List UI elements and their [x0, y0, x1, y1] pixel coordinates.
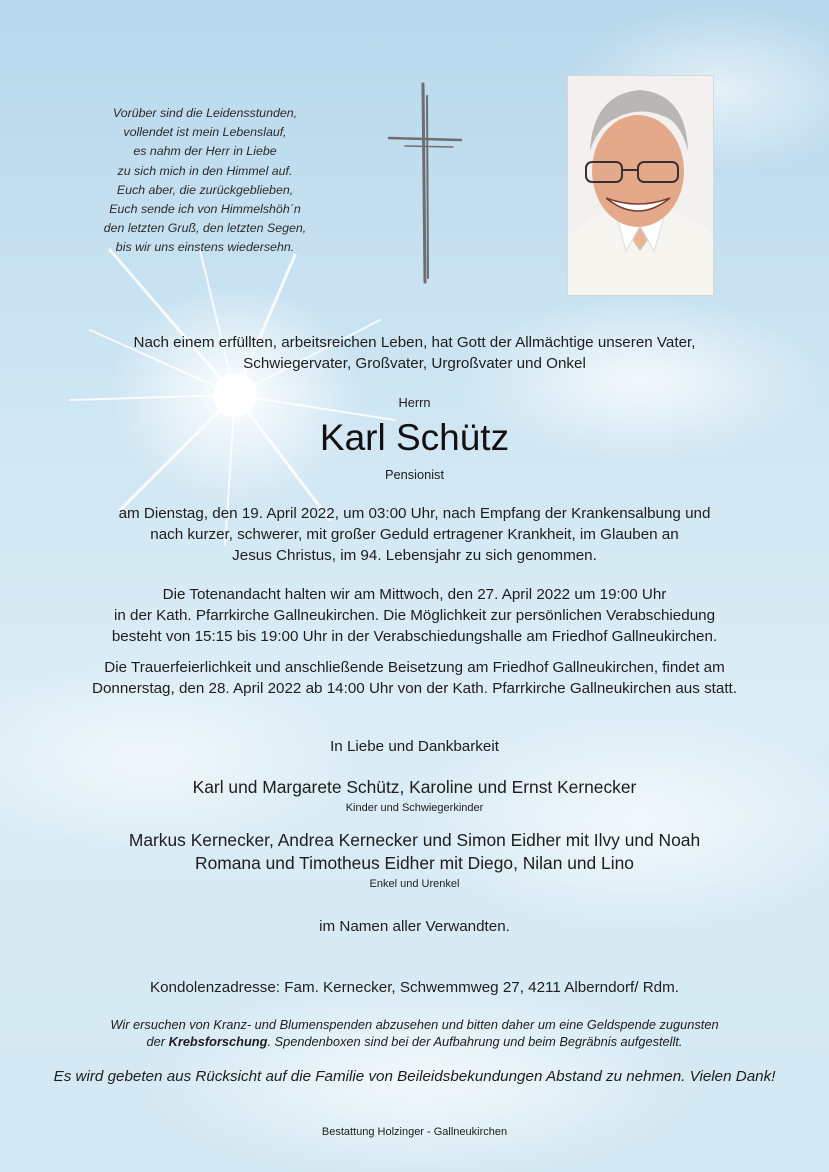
vigil-notice — [0, 584, 829, 647]
poem-line: es nahm der Herr in Liebe — [133, 144, 277, 159]
vigil-line: Die Totenandacht halten wir am Mittwoch, den 27. April 2022 um 19:00 Uhr — [162, 586, 667, 603]
donation-suffix: . Spendenboxen sind bei der Aufbahrung und beim Begräbnis aufgestellt. — [267, 1034, 683, 1049]
relatives-text: im Namen aller Verwandten. — [319, 918, 510, 935]
poem-line: vollendet ist mein Lebenslauf, — [123, 125, 287, 140]
portrait-image — [568, 76, 713, 295]
death-notice-line: Jesus Christus, im 94. Lebensjahr zu sich genommen. — [232, 547, 597, 564]
memorial-poem — [70, 104, 340, 258]
funeral-line: Donnerstag, den 28. April 2022 ab 14:00 Uhr von der Kath. Pfarrkirche Gallneukirchen aus statt. — [91, 680, 737, 697]
grandchildren-line: Romana und Timotheus Eidher mit Diego, Nilan und Lino — [195, 853, 634, 873]
vigil-line: besteht von 15:15 bis 19:00 Uhr in der Verabschiedungshalle am Friedhof Gallneukirchen. — [111, 628, 718, 645]
portrait-photo — [567, 75, 714, 296]
donation-prefix: der — [146, 1034, 169, 1049]
funeral-notice — [0, 657, 829, 699]
deceased-name: Karl Schütz — [319, 417, 510, 458]
poem-line: Vorüber sind die Leidensstunden, — [112, 106, 298, 120]
grandchildren-line: Markus Kernecker, Andrea Kernecker und Simon Eidher mit Ilvy und Noah — [128, 830, 701, 850]
donation-charity: Krebsforschung — [168, 1034, 268, 1049]
poem-line: Euch aber, die zurückgeblieben, — [116, 182, 294, 197]
poem-line: zu sich mich in den Himmel auf. — [117, 163, 293, 178]
death-notice-line: nach kurzer, schwerer, mit großer Geduld ertragener Krankheit, im Glauben an — [150, 526, 679, 543]
intro-line: Nach einem erfüllten, arbeitsreichen Leben, hat Gott der Allmächtige unseren Vater, — [133, 334, 696, 351]
grandchildren-label: Enkel und Urenkel — [369, 878, 460, 890]
condolence-address: Kondolenzadresse: Fam. Kernecker, Schwemmweg 27, 4211 Alberndorf/ Rdm. — [149, 979, 680, 996]
condolence-request: Es wird gebeten aus Rücksicht auf die Familie von Beileidsbekundungen Abstand zu nehmen. Vielen Dank! — [53, 1068, 776, 1085]
salutation: Herrn — [398, 395, 431, 410]
vigil-line: in der Kath. Pfarrkirche Gallneukirchen. Die Möglichkeit zur persönlichen Verabschiedung — [113, 607, 716, 624]
poem-line: bis wir uns einstens wiedersehn. — [115, 240, 295, 255]
grandchildren-names — [0, 829, 829, 875]
mourners-heading: In Liebe und Dankbarkeit — [330, 738, 499, 755]
poem-line: Euch sende ich von Himmelshöh´n — [109, 202, 301, 217]
donation-line — [0, 1033, 829, 1050]
intro-text — [0, 332, 829, 374]
donation-request — [0, 1016, 829, 1050]
donation-line: Wir ersuchen von Kranz- und Blumenspenden abzusehen und bitten daher um eine Geldspende zugunsten — [110, 1017, 719, 1032]
deceased-occupation: Pensionist — [384, 467, 445, 482]
death-notice-line: am Dienstag, den 19. April 2022, um 03:00 Uhr, nach Empfang der Krankensalbung und — [118, 505, 711, 522]
poem-line: den letzten Gruß, den letzten Segen, — [103, 221, 307, 236]
cross-icon — [383, 80, 473, 286]
children-label: Kinder und Schwiegerkinder — [345, 802, 484, 814]
children-names: Karl und Margarete Schütz, Karoline und Ernst Kernecker — [192, 777, 637, 797]
intro-line: Schwiegervater, Großvater, Urgroßvater und Onkel — [243, 355, 586, 372]
undertaker-footer: Bestattung Holzinger - Gallneukirchen — [321, 1126, 508, 1138]
funeral-line: Die Trauerfeierlichkeit und anschließende Beisetzung am Friedhof Gallneukirchen, findet am — [104, 659, 725, 676]
death-notice — [0, 503, 829, 566]
